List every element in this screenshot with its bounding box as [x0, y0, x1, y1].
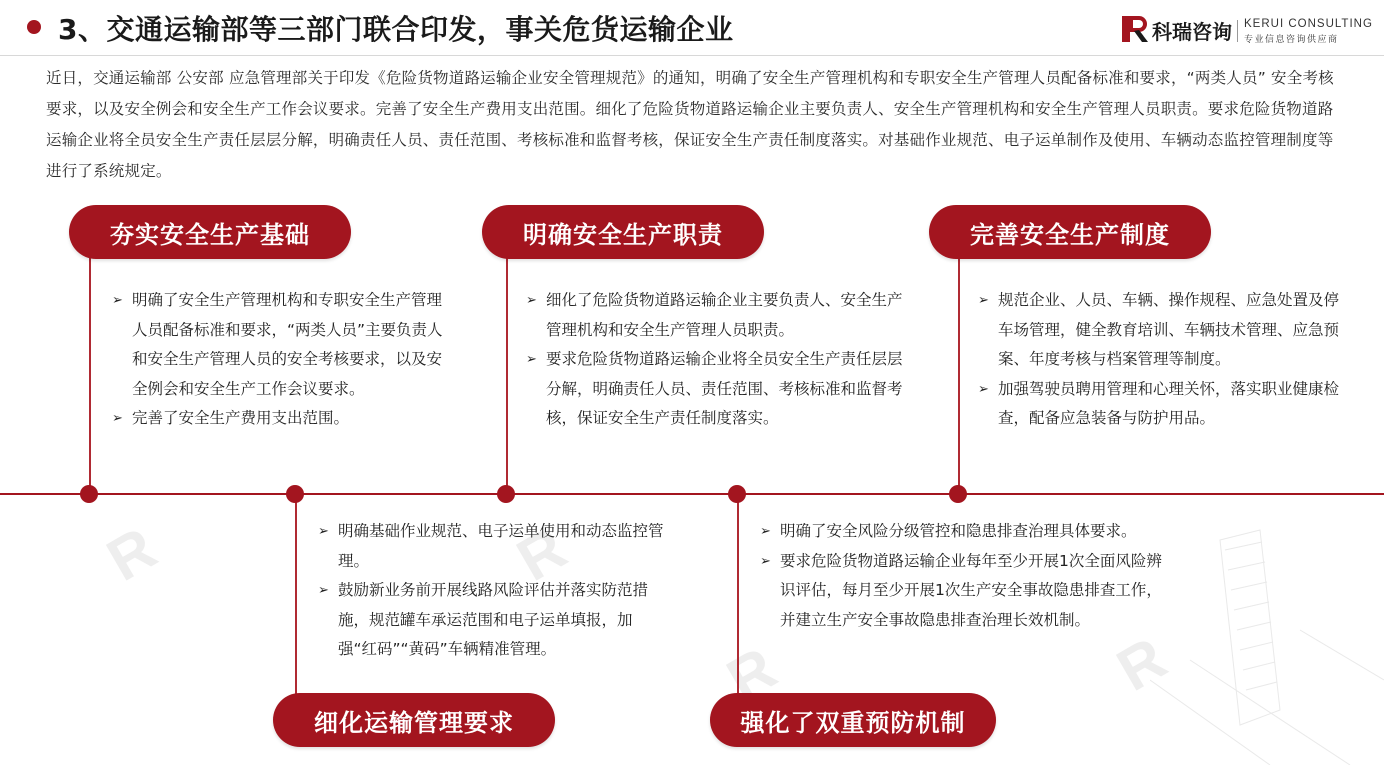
brand-tagline: 专业信息咨询供应商: [1244, 35, 1339, 45]
intro-paragraph: 近日，交通运输部 公安部 应急管理部关于印发《危险货物道路运输企业安全管理规范》的通知，明确了安全生产管理机构和专职安全生产管理人员配备标准和要求，“两类人员” 安全考核要求，以及安全例会和安全生产工作会议要求。完善了安全生产费用支出范围。细化了危险货物道路运输企业主要负责人、安全生产管理机构和安全生产管理人员职责。要求危险货物道路运输企业将全员安全生产责任层层分解，明确责任人员、责任范围、考核标准和监督考核，保证安全生产责任制度落实。对基础作业规范、电子运单制作及使用、车辆动态监控管理制度等进行了系统规定。: [46, 69, 1334, 180]
list-item: ➢ 鼓励新业务前开展线路风险评估并落实防范措施，规范罐车承运范围和电子运单填报，加强“红码”“黄码”车辆精准管理。: [318, 576, 670, 665]
list-item: ➢ 明确了安全风险分级管控和隐患排查治理具体要求。: [760, 517, 1170, 547]
timeline-axis: [0, 493, 1384, 495]
section-prevention-bullets: [760, 517, 1170, 635]
list-item: ➢ 明确基础作业规范、电子运单使用和动态监控管理。: [318, 517, 670, 576]
arrow-bullet-icon: ➢: [760, 553, 771, 569]
list-item: ➢ 完善了安全生产费用支出范围。: [112, 404, 457, 434]
timeline-node: [497, 485, 515, 503]
section-transport-bullets: [318, 517, 670, 665]
connector-line: [295, 494, 297, 694]
section-title-prevention: 强化了双重预防机制: [710, 693, 996, 747]
list-item: ➢ 要求危险货物道路运输企业每年至少开展1次全面风险辨识评估，每月至少开展1次生产安全事故隐患排查工作，并建立生产安全事故隐患排查治理长效机制。: [760, 547, 1170, 636]
timeline-node: [949, 485, 967, 503]
list-item: ➢ 细化了危险货物道路运输企业主要负责人、安全生产管理机构和安全生产管理人员职责。: [526, 286, 911, 345]
connector-line: [89, 258, 91, 494]
timeline-node: [728, 485, 746, 503]
section-system-bullets: [978, 286, 1340, 434]
list-item: ➢ 加强驾驶员聘用管理和心理关怀，落实职业健康检查，配备应急装备与防护用品。: [978, 375, 1340, 434]
arrow-bullet-icon: ➢: [978, 381, 989, 397]
brand-name-en: KERUI CONSULTING: [1244, 18, 1373, 30]
title-bullet-dot: [27, 20, 41, 34]
timeline-node: [286, 485, 304, 503]
connector-line: [958, 258, 960, 494]
slide-header: [0, 0, 1384, 56]
arrow-bullet-icon: ➢: [526, 293, 537, 308]
arrow-bullet-icon: ➢: [760, 524, 771, 539]
section-responsibility-bullets: [526, 286, 911, 434]
list-item: ➢ 规范企业、人员、车辆、操作规程、应急处置及停车场管理，健全教育培训、车辆技术管理、应急预案、年度考核与档案管理等制度。: [978, 286, 1340, 375]
section-title-responsibility: 明确安全生产职责: [482, 205, 764, 259]
brand-separator: [1237, 20, 1238, 42]
brand-name-cn: 科瑞咨询: [1152, 20, 1232, 44]
section-title-transport: 细化运输管理要求: [273, 693, 555, 747]
connector-line: [737, 494, 739, 694]
list-item: ➢ 要求危险货物道路运输企业将全员安全生产责任层层分解，明确责任人员、责任范围、考核标准和监督考核，保证安全生产责任制度落实。: [526, 345, 911, 434]
arrow-bullet-icon: ➢: [978, 293, 989, 308]
arrow-bullet-icon: ➢: [112, 293, 123, 308]
arrow-bullet-icon: ➢: [526, 352, 537, 367]
kr-logo-icon: [1120, 14, 1150, 44]
section-title-foundation: 夯实安全生产基础: [69, 205, 351, 259]
decorative-graphic: [1150, 510, 1384, 765]
section-title-system: 完善安全生产制度: [929, 205, 1211, 259]
section-foundation-bullets: [112, 286, 457, 434]
arrow-bullet-icon: ➢: [112, 411, 123, 426]
page-title: 3、交通运输部等三部门联合印发，事关危货运输企业: [58, 13, 734, 46]
list-item: ➢ 明确了安全生产管理机构和专职安全生产管理人员配备标准和要求，“两类人员”主要负责人和安全生产管理人员的安全考核要求，以及安全例会和安全生产工作会议要求。: [112, 286, 457, 404]
arrow-bullet-icon: ➢: [318, 583, 329, 598]
brand: [1120, 14, 1373, 46]
arrow-bullet-icon: ➢: [318, 524, 329, 539]
header-divider: [0, 55, 1384, 56]
timeline-node: [80, 485, 98, 503]
connector-line: [506, 258, 508, 494]
